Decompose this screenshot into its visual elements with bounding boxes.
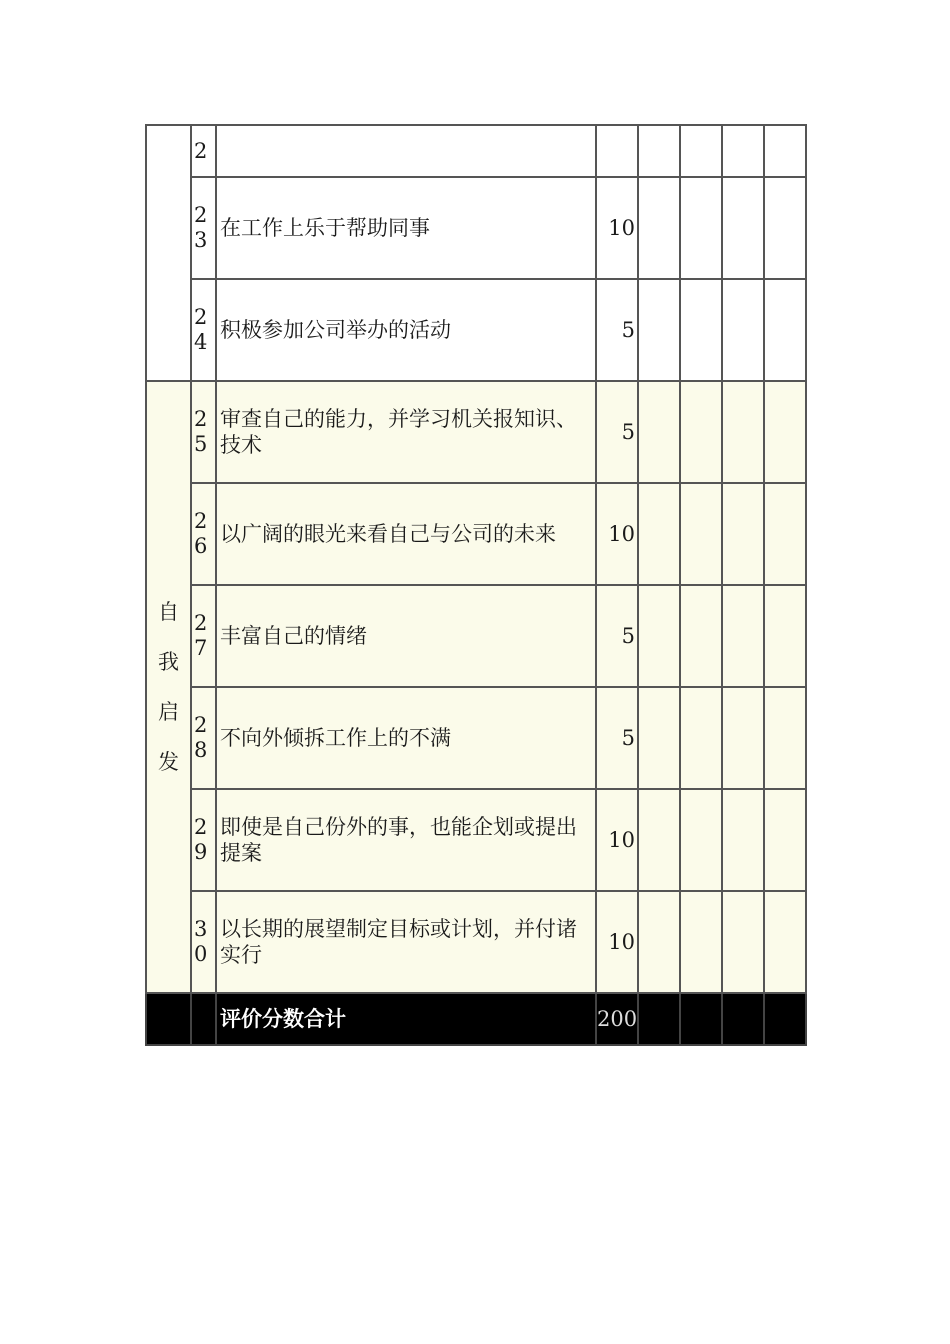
- rating-cell: [764, 585, 806, 687]
- item-score: [596, 125, 638, 177]
- rating-cell: [638, 585, 680, 687]
- item-text: 丰富自己的情绪: [216, 585, 596, 687]
- table-row: [146, 687, 806, 789]
- rating-cell: [764, 177, 806, 279]
- rating-cell: [638, 687, 680, 789]
- rating-cell: [638, 177, 680, 279]
- rating-cell: [764, 483, 806, 585]
- rating-cell: [680, 585, 722, 687]
- item-score: 5: [596, 279, 638, 381]
- evaluation-table: [145, 124, 807, 1046]
- item-text: 积极参加公司举办的活动: [216, 279, 596, 381]
- table-row: [146, 177, 806, 279]
- rating-cell: [680, 177, 722, 279]
- total-blank-cell: [191, 993, 216, 1045]
- item-number: 2 6: [191, 483, 216, 585]
- rating-cell: [764, 687, 806, 789]
- rating-cell: [722, 687, 764, 789]
- rating-cell: [680, 687, 722, 789]
- table-row: [146, 585, 806, 687]
- item-number: 2 8: [191, 687, 216, 789]
- rating-cell: [722, 993, 764, 1045]
- rating-cell: [680, 125, 722, 177]
- rating-cell: [680, 993, 722, 1045]
- rating-cell: [680, 789, 722, 891]
- total-score: 200: [596, 993, 638, 1045]
- table-row: [146, 381, 806, 483]
- rating-cell: [680, 483, 722, 585]
- rating-cell: [722, 789, 764, 891]
- rating-cell: [764, 789, 806, 891]
- rating-cell: [722, 891, 764, 993]
- item-score: 5: [596, 381, 638, 483]
- table-row: [146, 789, 806, 891]
- item-text: 在工作上乐于帮助同事: [216, 177, 596, 279]
- rating-cell: [680, 891, 722, 993]
- rating-cell: [764, 125, 806, 177]
- total-row: [146, 993, 806, 1045]
- item-number: 2 7: [191, 585, 216, 687]
- rating-cell: [680, 279, 722, 381]
- rating-cell: [638, 789, 680, 891]
- rating-cell: [722, 585, 764, 687]
- rating-cell: [764, 993, 806, 1045]
- item-text: [216, 125, 596, 177]
- rating-cell: [764, 279, 806, 381]
- item-number: 2: [191, 125, 216, 177]
- rating-cell: [638, 483, 680, 585]
- item-number: 3 0: [191, 891, 216, 993]
- rating-cell: [722, 177, 764, 279]
- item-text: 不向外倾拆工作上的不满: [216, 687, 596, 789]
- table-row: [146, 279, 806, 381]
- item-score: 10: [596, 483, 638, 585]
- total-blank-cell: [146, 993, 191, 1045]
- item-text: 以广阔的眼光来看自己与公司的未来: [216, 483, 596, 585]
- item-score: 10: [596, 891, 638, 993]
- rating-cell: [764, 381, 806, 483]
- item-text: 即使是自己份外的事，也能企划或提出提案: [216, 789, 596, 891]
- category-cell-empty: [146, 125, 191, 381]
- item-text: 以长期的展望制定目标或计划，并付诸实行: [216, 891, 596, 993]
- item-text: 审查自己的能力，并学习机关报知识、技术: [216, 381, 596, 483]
- rating-cell: [638, 279, 680, 381]
- rating-cell: [638, 993, 680, 1045]
- rating-cell: [722, 125, 764, 177]
- table-row: [146, 125, 806, 177]
- rating-cell: [722, 381, 764, 483]
- item-number: 2 9: [191, 789, 216, 891]
- table-row: [146, 891, 806, 993]
- rating-cell: [638, 125, 680, 177]
- rating-cell: [638, 381, 680, 483]
- rating-cell: [638, 891, 680, 993]
- item-number: 2 3: [191, 177, 216, 279]
- rating-cell: [722, 483, 764, 585]
- item-score: 10: [596, 789, 638, 891]
- rating-cell: [764, 891, 806, 993]
- item-number: 2 5: [191, 381, 216, 483]
- total-label: 评价分数合计: [216, 993, 596, 1045]
- item-number: 2 4: [191, 279, 216, 381]
- item-score: 5: [596, 585, 638, 687]
- item-score: 5: [596, 687, 638, 789]
- rating-cell: [722, 279, 764, 381]
- category-cell-self-development: 自 我 启 发: [146, 381, 191, 993]
- rating-cell: [680, 381, 722, 483]
- table-row: [146, 483, 806, 585]
- item-score: 10: [596, 177, 638, 279]
